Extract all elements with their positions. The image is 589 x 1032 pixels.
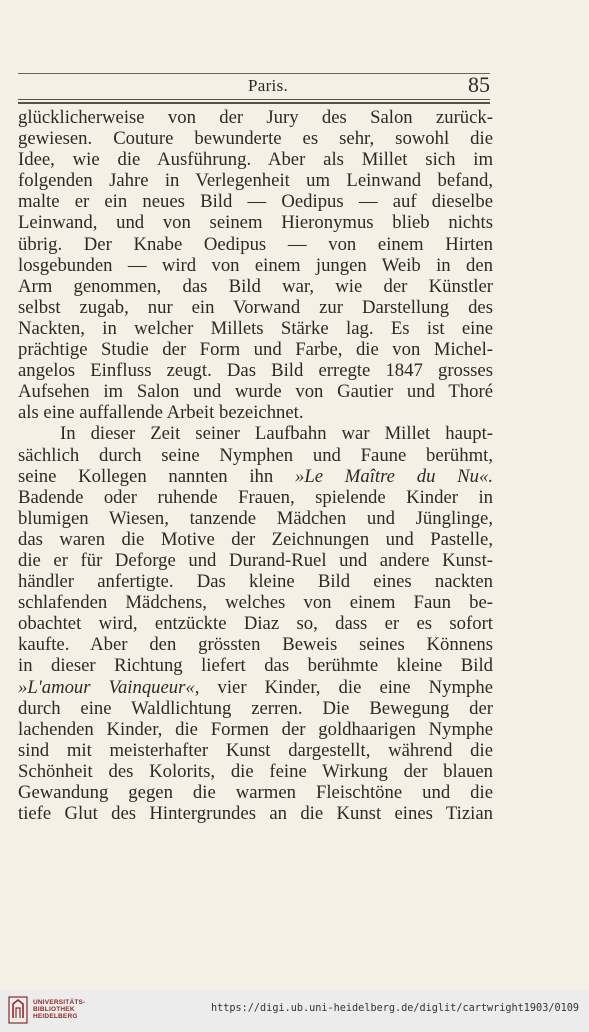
page-number: 85 — [468, 72, 490, 97]
header-rule-thick — [18, 102, 490, 104]
library-logo-icon[interactable] — [8, 996, 28, 1024]
text-segment: seine Kollegen nannten ihn — [18, 465, 274, 487]
text-line: obachtet wird, entzückte Diaz so, dass er es sofort — [18, 613, 493, 635]
text-line: tiefe Glut des Hintergrundes an die Kunst eines Tizian — [18, 803, 493, 825]
page-header — [18, 72, 490, 98]
library-name-line: HEIDELBERG — [33, 1013, 78, 1021]
viewer-footer — [0, 990, 589, 1032]
text-line: selbst zugab, nur ein Vorwand zur Darstellung des — [18, 296, 493, 318]
text-line: malte er ein neues Bild — Oedipus — auf dieselbe — [18, 191, 493, 213]
text-line: Idee, wie die Ausführung. Aber als Millet sich im — [18, 149, 493, 171]
text-line: losgebunden — wird von einem jungen Weib in den — [18, 254, 493, 276]
text-line: Leinwand, und von seinem Hieronymus blieb nichts — [18, 212, 493, 234]
text-line: schlafenden Mädchens, welches von einem Faun be- — [18, 592, 493, 614]
text-line: folgenden Jahre in Verlegenheit um Leinwand befand, — [18, 170, 493, 192]
running-title: Paris. — [248, 76, 289, 95]
text-line: Gewandung gegen die warmen Fleischtöne und die — [18, 782, 493, 803]
text-segment: , vier Kinder, die eine Nymphe — [194, 676, 493, 698]
text-line: als eine auffallende Arbeit bezeichnet. — [18, 402, 304, 424]
text-line: in dieser Richtung liefert das berühmte kleine Bild — [18, 655, 493, 677]
text-line: glücklicherweise von der Jury des Salon zurück- — [18, 107, 493, 128]
text-line: gewiesen. Couture bewunderte es sehr, sowohl die — [18, 128, 493, 150]
text-line: übrig. Der Knabe Oedipus — von einem Hirten — [18, 233, 493, 255]
text-line: Arm genommen, das Bild war, wie der Künstler — [18, 275, 493, 297]
text-line: händler anfertigte. Das kleine Bild eines nackten — [18, 571, 493, 593]
body-text — [18, 107, 493, 824]
top-rule — [18, 73, 490, 74]
header-rule-thin — [18, 99, 490, 100]
text-line: das waren die Motive der Zeichnungen und Pastelle, — [18, 528, 493, 550]
text-line: angelos Einfluss zeugt. Das Bild erregte 1847 grosses — [18, 360, 493, 382]
library-name — [33, 999, 85, 1021]
text-line: die er für Deforge und Durand-Ruel und andere Kunst- — [18, 549, 493, 571]
text-line: Badende oder ruhende Frauen, spielende Kinder in — [18, 486, 493, 508]
text-line-mixed — [18, 466, 493, 487]
text-line: Aufsehen im Salon und wurde von Gautier und Thoré — [18, 381, 493, 403]
text-line: lachenden Kinder, die Formen der goldhaarigen Nymphe — [18, 718, 493, 740]
text-line: sächlich durch seine Nymphen und Faune berühmt, — [18, 444, 493, 466]
text-line-mixed — [18, 677, 493, 698]
text-line: In dieser Zeit seiner Laufbahn war Millet haupt- — [60, 423, 493, 445]
italic-title: »L'amour Vainqueur« — [18, 676, 195, 698]
permalink-url[interactable]: https://digi.ub.uni-heidelberg.de/diglit/cartwright1903/0109 — [210, 1003, 579, 1014]
text-line: blumigen Wiesen, tanzende Mädchen und Jünglinge, — [18, 507, 493, 529]
text-line: durch eine Waldlichtung zerren. Die Bewegung der — [18, 697, 493, 719]
text-line: prächtige Studie der Form und Farbe, die von Michel- — [18, 339, 493, 361]
library-name-line: BIBLIOTHEK — [33, 1006, 75, 1014]
italic-title: »Le Maître du Nu«. — [295, 465, 494, 487]
text-line: Schönheit des Kolorits, die feine Wirkung der blauen — [18, 760, 493, 782]
text-line: sind mit meisterhafter Kunst dargestellt, während die — [18, 739, 493, 761]
text-line: Nackten, in welcher Millets Stärke lag. Es ist eine — [18, 317, 493, 339]
text-line: kaufte. Aber den grössten Beweis seines Könnens — [18, 634, 493, 656]
library-name-line: UNIVERSITÄTS- — [33, 999, 86, 1006]
